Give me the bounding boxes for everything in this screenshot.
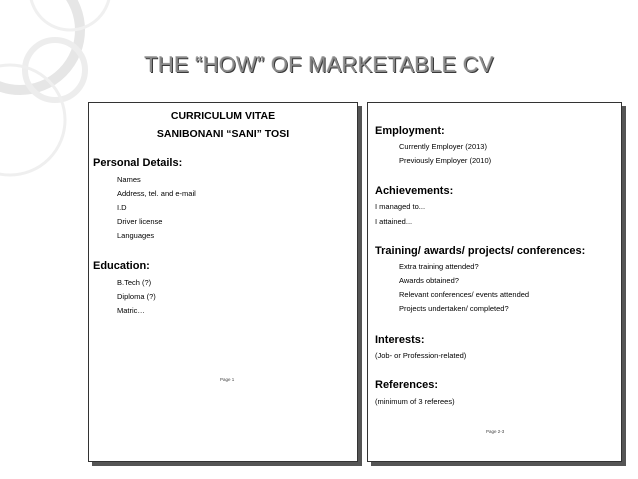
interests-note: (Job- or Profession-related): [375, 351, 467, 360]
list-item: B.Tech (?): [117, 278, 152, 287]
personal-details-heading: Personal Details:: [93, 157, 183, 169]
list-item: Currently Employer (2013): [399, 142, 487, 151]
list-item: Matric…: [117, 306, 145, 315]
employment-list: [375, 140, 491, 168]
list-item: Projects undertaken/ completed?: [399, 304, 509, 313]
list-item: Names: [117, 175, 141, 184]
list-item: Previously Employer (2010): [399, 156, 492, 165]
cv-heading: [89, 107, 357, 143]
page-number: Page 2-3: [486, 429, 505, 434]
achievements-heading: Achievements:: [375, 185, 454, 197]
achievement-line: I attained...: [375, 217, 413, 226]
list-item: Relevant conferences/ events attended: [399, 290, 530, 299]
cv-page-2: [367, 102, 622, 462]
personal-details-list: [93, 173, 196, 243]
references-heading: References:: [375, 379, 438, 391]
references-note: (minimum of 3 referees): [375, 397, 455, 406]
list-item: Driver license: [117, 217, 163, 226]
achievement-line: I managed to...: [375, 202, 426, 211]
cv-page-1: [88, 102, 358, 462]
list-item: Address, tel. and e-mail: [117, 189, 196, 198]
training-heading: Training/ awards/ projects/ conferences:: [375, 245, 586, 257]
employment-heading: Employment:: [375, 125, 445, 137]
list-item: I.D: [117, 203, 127, 212]
list-item: Awards obtained?: [399, 276, 459, 285]
list-item: Languages: [117, 231, 155, 240]
page-number: Page 1: [220, 377, 235, 382]
list-item: Extra training attended?: [399, 262, 479, 271]
list-item: Diploma (?): [117, 292, 156, 301]
interests-heading: Interests:: [375, 334, 425, 346]
education-list: [93, 276, 156, 318]
cv-heading-name: SANIBONANI “SANI” TOSI: [156, 128, 290, 140]
education-heading: Education:: [93, 260, 150, 272]
slide-title: THE “HOW” OF MARKETABLE CV: [144, 52, 494, 77]
cv-heading-title: CURRICULUM VITAE: [170, 110, 276, 122]
training-list: [375, 260, 529, 316]
